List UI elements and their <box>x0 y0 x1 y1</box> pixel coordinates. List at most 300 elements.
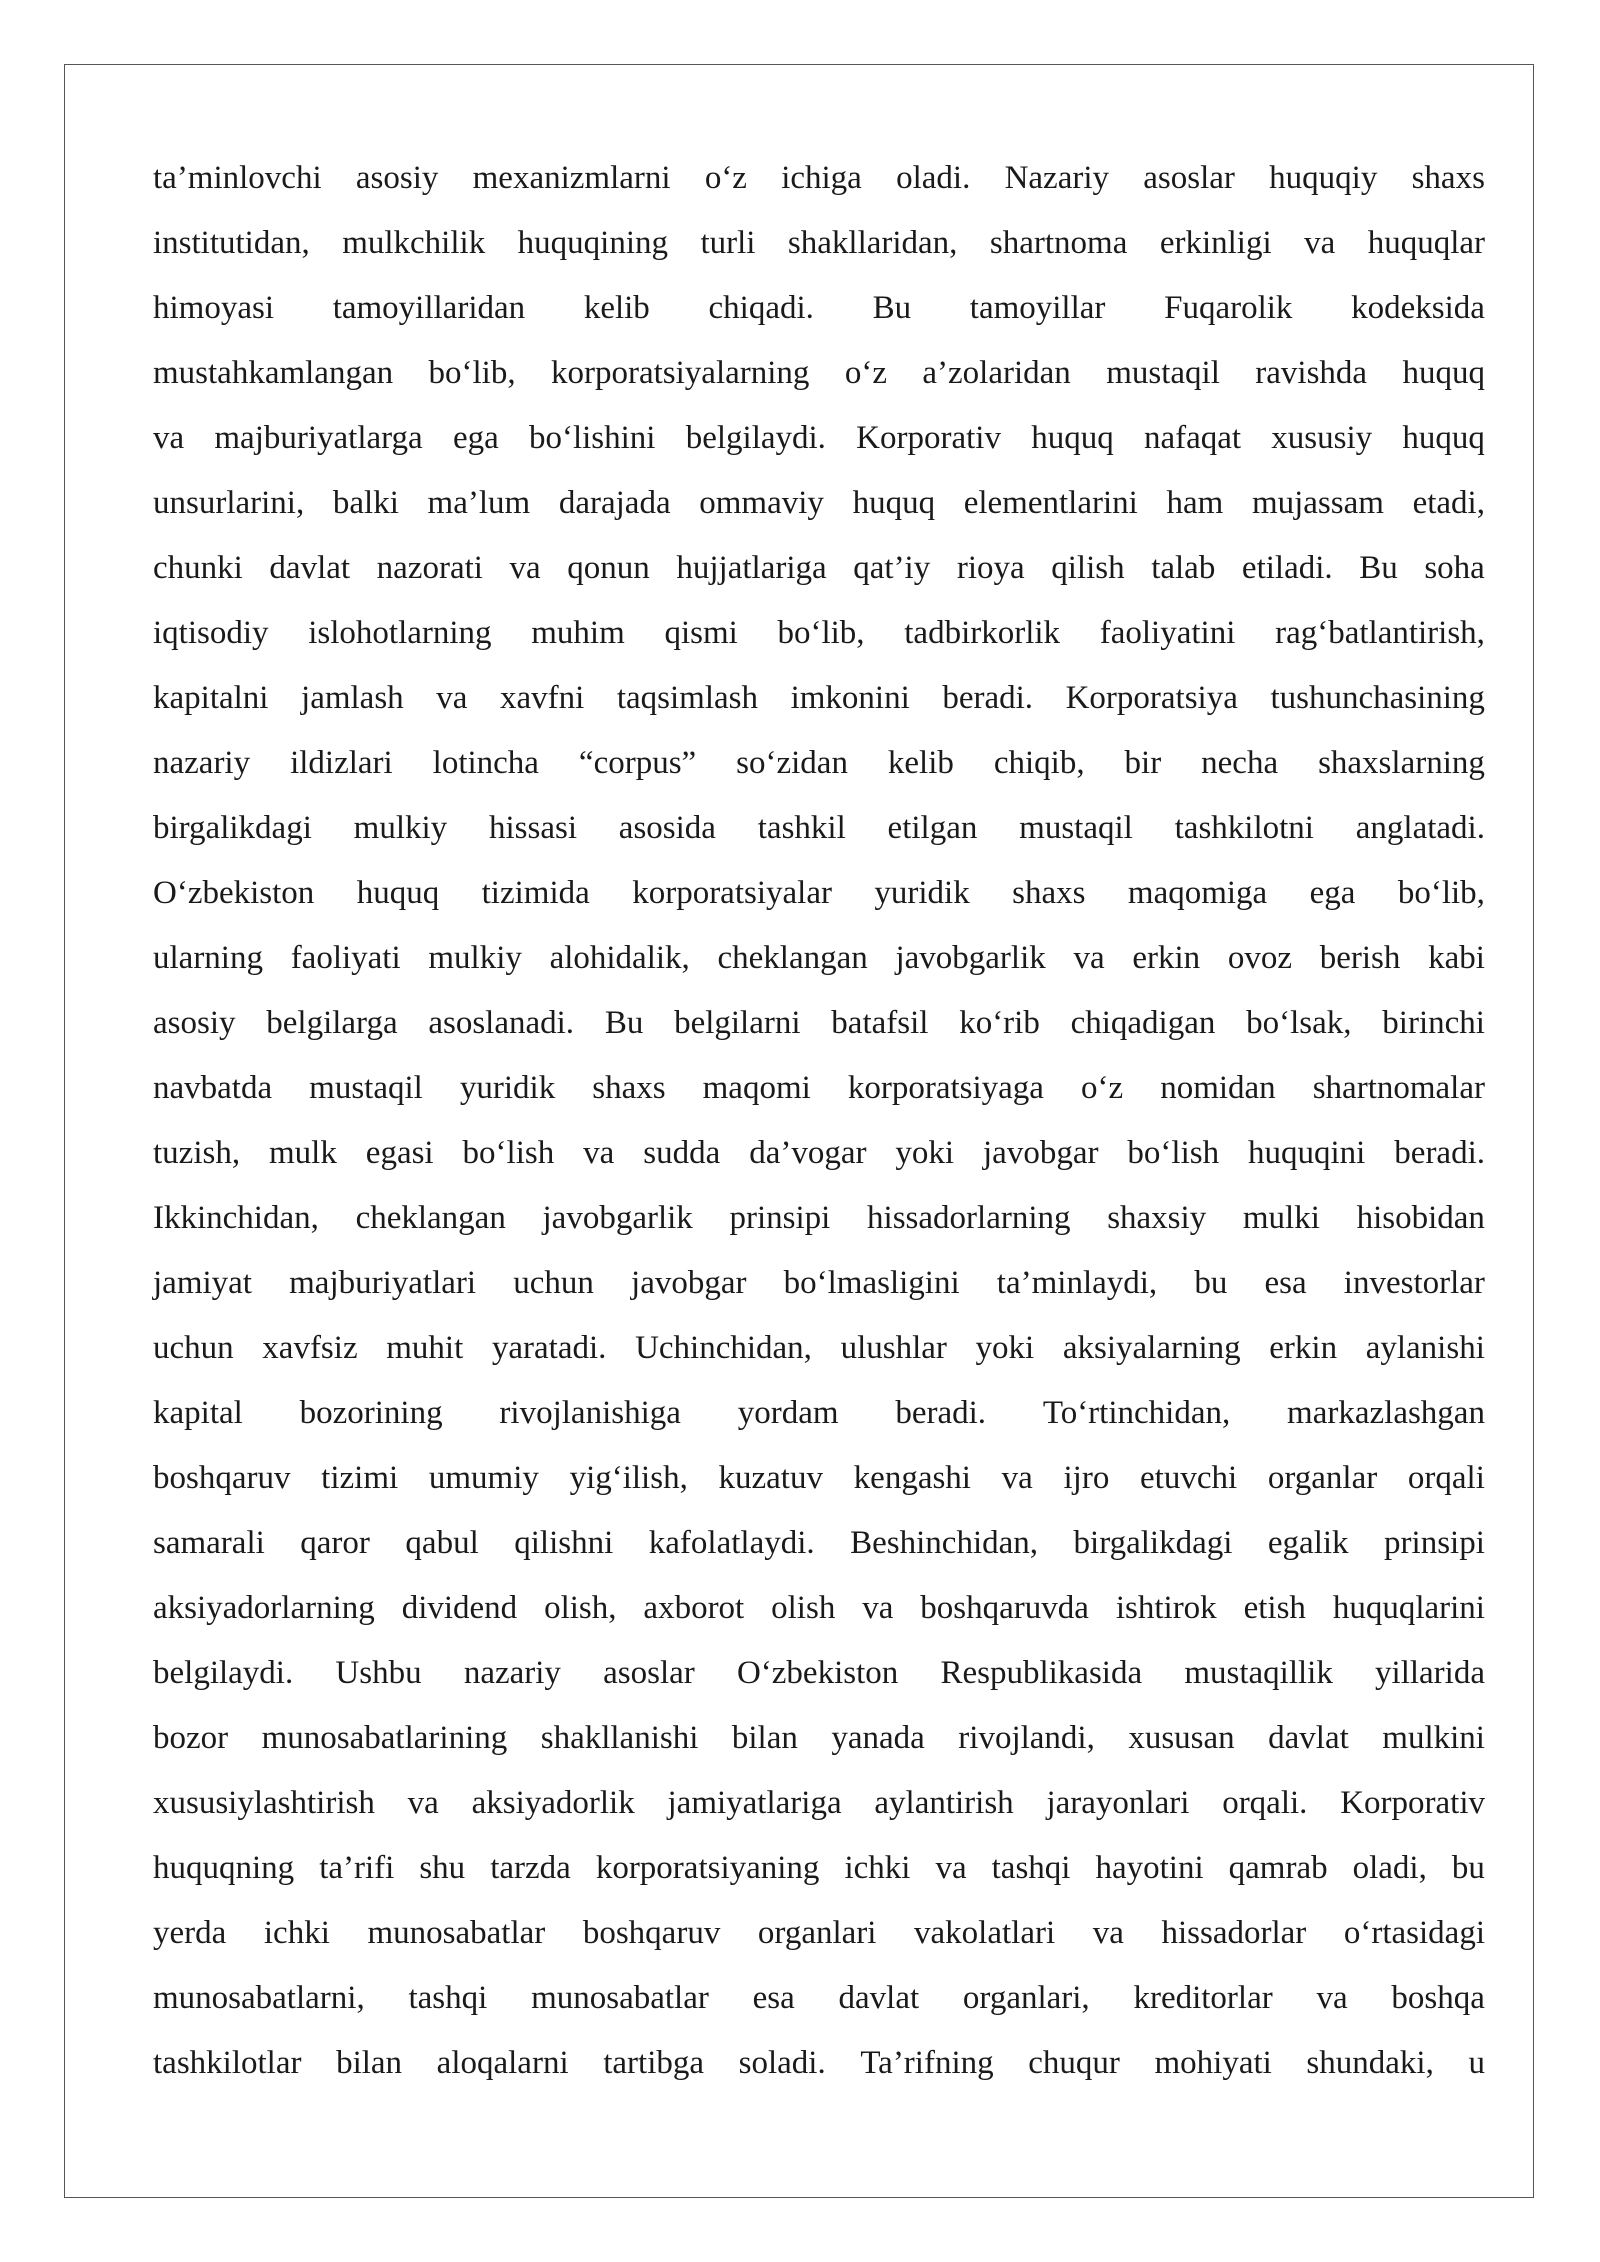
word: egasi <box>365 1135 434 1171</box>
word: Nazariy <box>1004 160 1110 196</box>
word: nazorati <box>376 550 483 586</box>
word: ta’rifi <box>319 1850 395 1886</box>
word: o‘z <box>844 355 887 391</box>
word: davlat <box>838 1980 920 2016</box>
word: samarali <box>153 1525 265 1561</box>
word: ildizlari <box>290 745 393 781</box>
word: oladi, <box>1352 1850 1427 1886</box>
text-line-words <box>153 276 1485 341</box>
word: etiladi. <box>1241 550 1333 586</box>
word: berish <box>1319 940 1401 976</box>
text-line <box>153 1186 1485 1251</box>
word: munosabatlarining <box>261 1720 508 1756</box>
word: dividend <box>401 1590 518 1626</box>
word: bo‘lsak, <box>1246 1005 1352 1041</box>
word: qat’iy <box>853 550 931 586</box>
word: investorlar <box>1343 1265 1485 1301</box>
text-line-words <box>153 1316 1485 1381</box>
word: shaxs <box>592 1070 666 1106</box>
word: bo‘lish <box>1127 1135 1220 1171</box>
word: mulkchilik <box>342 225 486 261</box>
word: bo‘lib, <box>1397 875 1485 911</box>
word: imkonini <box>790 680 910 716</box>
text-line <box>153 1901 1485 1966</box>
word: hissasi <box>488 810 577 846</box>
word: ovoz <box>1227 940 1292 976</box>
word: ichki <box>263 1915 330 1951</box>
word: etadi, <box>1412 485 1485 521</box>
word: kapital <box>153 1395 243 1431</box>
word: korporatsiyaning <box>595 1850 820 1886</box>
text-line-words <box>153 146 1485 211</box>
word: prinsipi <box>729 1200 831 1236</box>
text-line-words <box>153 341 1485 406</box>
text-line <box>153 406 1485 471</box>
word: qaror <box>300 1525 370 1561</box>
word: javobgarlik <box>542 1200 693 1236</box>
word: tartibga <box>603 2045 705 2081</box>
text-line-words <box>153 1771 1485 1836</box>
word: yerda <box>153 1915 227 1951</box>
word: so‘zidan <box>736 745 848 781</box>
word: orqali. <box>1222 1785 1308 1821</box>
word: jarayonlari <box>1046 1785 1190 1821</box>
word: rioya <box>956 550 1025 586</box>
word: prinsipi <box>1384 1525 1485 1561</box>
word: umumiy <box>428 1460 539 1496</box>
word: bo‘lmasligini <box>783 1265 960 1301</box>
text-line <box>153 991 1485 1056</box>
word: ijro <box>1063 1460 1110 1496</box>
word: faoliyati <box>290 940 401 976</box>
word: batafsil <box>831 1005 929 1041</box>
text-line-words <box>153 1056 1485 1121</box>
text-line <box>153 1511 1485 1576</box>
word: birgalikdagi <box>1073 1525 1233 1561</box>
word: huquq <box>852 485 936 521</box>
word: bu <box>1194 1265 1228 1301</box>
word: shaxsiy <box>1107 1200 1207 1236</box>
word: jamiyatlariga <box>667 1785 842 1821</box>
word: oladi. <box>896 160 971 196</box>
word: bo‘lishini <box>528 420 656 456</box>
word: bozor <box>153 1720 229 1756</box>
word: Ta’rifning <box>860 2045 994 2081</box>
word: beradi. <box>942 680 1034 716</box>
word: u <box>1468 2045 1485 2081</box>
word: davlat <box>269 550 351 586</box>
word: Respublikasida <box>940 1655 1143 1691</box>
word: turli <box>700 225 756 261</box>
word: va <box>1304 225 1336 261</box>
text-line-words <box>153 1381 1485 1446</box>
word: markazlashgan <box>1287 1395 1485 1431</box>
word: huquqiy <box>1269 160 1378 196</box>
word: a’zolaridan <box>922 355 1071 391</box>
word: tashkilotlar <box>153 2045 302 2081</box>
word: Bu <box>604 1005 644 1041</box>
text-line <box>153 1836 1485 1901</box>
word: chunki <box>153 550 243 586</box>
word: munosabatlarni, <box>153 1980 365 2016</box>
word: mujassam <box>1251 485 1384 521</box>
word: ularning <box>153 940 263 976</box>
word: anglatadi. <box>1355 810 1485 846</box>
word: bo‘lib, <box>777 615 865 651</box>
word: chiqadi. <box>708 290 814 326</box>
word: mulki <box>1242 1200 1320 1236</box>
word: boshqaruv <box>153 1460 291 1496</box>
word: elementlarini <box>963 485 1138 521</box>
word: qismi <box>664 615 738 651</box>
text-line <box>153 796 1485 861</box>
word: va <box>1073 940 1105 976</box>
word: talab <box>1151 550 1216 586</box>
word: yordam <box>737 1395 839 1431</box>
text-line-words <box>153 1836 1485 1901</box>
text-line-words <box>153 1251 1485 1316</box>
text-line <box>153 601 1485 666</box>
word: shaxs <box>1012 875 1086 911</box>
word: mexanizmlarni <box>472 160 671 196</box>
word: taqsimlash <box>616 680 758 716</box>
word: nazariy <box>153 745 251 781</box>
word: tarzda <box>490 1850 571 1886</box>
word: olish <box>771 1590 836 1626</box>
word: qonun <box>567 550 650 586</box>
word: Fuqarolik <box>1164 290 1293 326</box>
word: rivojlandi, <box>958 1720 1095 1756</box>
word: qabul <box>405 1525 479 1561</box>
word: uchun <box>513 1265 594 1301</box>
word: bo‘lish <box>462 1135 555 1171</box>
text-line <box>153 471 1485 536</box>
text-line-words <box>153 1901 1485 1966</box>
word: ham <box>1166 485 1224 521</box>
word: institutidan, <box>153 225 310 261</box>
word: bir <box>1124 745 1162 781</box>
word: xususiylashtirish <box>153 1785 375 1821</box>
text-line <box>153 1641 1485 1706</box>
text-line-words <box>153 926 1485 991</box>
word: va <box>407 1785 439 1821</box>
word: shundaki, <box>1306 2045 1434 2081</box>
text-line-words <box>153 536 1485 601</box>
text-line <box>153 341 1485 406</box>
word: ega <box>452 420 499 456</box>
word: va <box>1092 1915 1124 1951</box>
word: boshqaruv <box>582 1915 721 1951</box>
word: yuridik <box>874 875 970 911</box>
word: korporatsiyaga <box>847 1070 1044 1106</box>
word: tamoyillar <box>969 290 1106 326</box>
text-line-words <box>153 471 1485 536</box>
word: tashkil <box>757 810 846 846</box>
word: belgilarni <box>674 1005 801 1041</box>
word: yaratadi. <box>491 1330 607 1366</box>
word: Bu <box>1359 550 1398 586</box>
word: hissadorlarning <box>867 1200 1071 1236</box>
word: xususiy <box>1271 420 1373 456</box>
word: bu <box>1451 1850 1485 1886</box>
word: cheklangan <box>355 1200 506 1236</box>
word: asosida <box>618 810 716 846</box>
word: hujjatlariga <box>676 550 827 586</box>
word: yoki <box>975 1330 1035 1366</box>
word: aksiyadorlarning <box>153 1590 375 1626</box>
word: bilan <box>336 2045 403 2081</box>
word: huquq <box>1402 420 1485 456</box>
word: va <box>583 1135 615 1171</box>
word: bo‘lib, <box>428 355 516 391</box>
text-line <box>153 146 1485 211</box>
word: “corpus” <box>578 745 697 781</box>
word: tashqi <box>408 1980 488 2016</box>
word: belgilaydi. <box>153 1655 294 1691</box>
word: kafolatlaydi. <box>648 1525 815 1561</box>
word: mustaqillik <box>1184 1655 1333 1691</box>
word: organlar <box>1267 1460 1378 1496</box>
word: huquq <box>1402 355 1485 391</box>
word: rivojlanishiga <box>499 1395 681 1431</box>
word: Uchinchidan, <box>635 1330 812 1366</box>
word: mustaqil <box>1019 810 1133 846</box>
word: korporatsiyalar <box>632 875 832 911</box>
word: balki <box>332 485 399 521</box>
word: belgilarga <box>266 1005 398 1041</box>
text-line-words <box>153 1966 1485 2031</box>
word: yig‘ilish, <box>569 1460 688 1496</box>
text-line <box>153 1706 1485 1771</box>
word: boshqaruvda <box>920 1590 1089 1626</box>
word: organlari, <box>962 1980 1090 2016</box>
word: tizimi <box>321 1460 399 1496</box>
word: hissadorlar <box>1161 1915 1307 1951</box>
word: ko‘rib <box>959 1005 1040 1041</box>
word: Korporativ <box>1340 1785 1485 1821</box>
word: bilan <box>731 1720 798 1756</box>
word: esa <box>1264 1265 1307 1301</box>
text-line-words <box>153 991 1485 1056</box>
word: organlari <box>757 1915 877 1951</box>
text-line <box>153 666 1485 731</box>
word: tashqi <box>991 1850 1071 1886</box>
word: aksiyadorlik <box>471 1785 635 1821</box>
word: mustaqil <box>309 1070 423 1106</box>
word: ta’minlaydi, <box>996 1265 1158 1301</box>
word: o‘rtasidagi <box>1343 1915 1485 1951</box>
word: erkin <box>1132 940 1201 976</box>
word: iqtisodiy <box>153 615 269 651</box>
word: hayotini <box>1095 1850 1204 1886</box>
word: davlat <box>1268 1720 1349 1756</box>
word: va <box>935 1850 967 1886</box>
word: Bu <box>872 290 912 326</box>
word: boshqa <box>1391 1980 1485 2016</box>
word: etuvchi <box>1140 1460 1238 1496</box>
word: kelib <box>583 290 650 326</box>
word: tushunchasining <box>1270 680 1485 716</box>
word: To‘rtinchidan, <box>1042 1395 1231 1431</box>
word: ravishda <box>1255 355 1368 391</box>
word: huquqini <box>1248 1135 1366 1171</box>
word: kengashi <box>853 1460 971 1496</box>
word: shakllanishi <box>540 1720 699 1756</box>
word: kuzatuv <box>718 1460 823 1496</box>
word: birgalikdagi <box>153 810 312 846</box>
word: aylanishi <box>1365 1330 1485 1366</box>
word: O‘zbekiston <box>736 1655 899 1691</box>
word: va <box>1001 1460 1033 1496</box>
word: majburiyatlarga <box>214 420 423 456</box>
text-line-words <box>153 1186 1485 1251</box>
word: ommaviy <box>699 485 824 521</box>
word: shakllaridan, <box>787 225 958 261</box>
word: yuridik <box>459 1070 556 1106</box>
text-line-words <box>153 1511 1485 1576</box>
word: soha <box>1424 550 1485 586</box>
word: kreditorlar <box>1133 1980 1273 2016</box>
body-text <box>153 146 1485 2096</box>
text-line <box>153 2031 1485 2096</box>
word: shartnomalar <box>1312 1070 1485 1106</box>
word: beradi. <box>1394 1135 1485 1171</box>
word: bozorining <box>299 1395 443 1431</box>
word: beradi. <box>895 1395 987 1431</box>
word: unsurlarini, <box>153 485 305 521</box>
word: chiqib, <box>993 745 1085 781</box>
text-line-words <box>153 1446 1485 1511</box>
word: jamiyat <box>153 1265 252 1301</box>
word: munosabatlar <box>531 1980 709 2016</box>
word: qilishni <box>514 1525 614 1561</box>
word: aloqalarni <box>436 2045 569 2081</box>
word: asosiy <box>153 1005 236 1041</box>
word: necha <box>1201 745 1279 781</box>
word: va <box>509 550 541 586</box>
text-line <box>153 861 1485 926</box>
word: ishtirok <box>1115 1590 1217 1626</box>
word: korporatsiyalarning <box>551 355 810 391</box>
word: munosabatlar <box>367 1915 546 1951</box>
word: darajada <box>558 485 671 521</box>
text-line <box>153 1966 1485 2031</box>
word: kapitalni <box>153 680 269 716</box>
text-line-words <box>153 1641 1485 1706</box>
text-line <box>153 211 1485 276</box>
word: tadbirkorlik <box>904 615 1061 651</box>
text-line <box>153 1316 1485 1381</box>
word: qamrab <box>1228 1850 1328 1886</box>
text-line-words <box>153 406 1485 471</box>
word: shu <box>419 1850 466 1886</box>
word: uchun <box>153 1330 234 1366</box>
text-line-words <box>153 666 1485 731</box>
word: olish, <box>544 1590 617 1626</box>
word: kabi <box>1428 940 1485 976</box>
word: lotincha <box>432 745 539 781</box>
word: O‘zbekiston <box>153 875 315 911</box>
text-line-words <box>153 1576 1485 1641</box>
word: sudda <box>643 1135 721 1171</box>
word: aksiyalarning <box>1062 1330 1241 1366</box>
word: rag‘batlantirish, <box>1275 615 1485 651</box>
word: tamoyillaridan <box>332 290 526 326</box>
word: tizimida <box>481 875 590 911</box>
word: tuzish, <box>153 1135 241 1171</box>
word: maqomiga <box>1127 875 1268 911</box>
text-line-words <box>153 2031 1485 2096</box>
word: maqomi <box>702 1070 811 1106</box>
word: javobgar <box>983 1135 1099 1171</box>
word: asoslar <box>1143 160 1235 196</box>
word: shartnoma <box>989 225 1128 261</box>
text-line <box>153 276 1485 341</box>
word: orqali <box>1407 1460 1485 1496</box>
word: huquqlar <box>1367 225 1485 261</box>
word: kelib <box>887 745 954 781</box>
word: muhim <box>531 615 625 651</box>
word: ichiga <box>781 160 862 196</box>
word: navbatda <box>153 1070 273 1106</box>
word: huquqlarini <box>1332 1590 1485 1626</box>
word: chuqur <box>1028 2045 1120 2081</box>
word: va <box>153 420 185 456</box>
word: faoliyatini <box>1099 615 1236 651</box>
word: ichki <box>844 1850 911 1886</box>
word: muhit <box>386 1330 464 1366</box>
word: yanada <box>831 1720 925 1756</box>
word: o‘z <box>1081 1070 1124 1106</box>
word: xususan <box>1128 1720 1235 1756</box>
text-line-words <box>153 861 1485 926</box>
word: asosiy <box>355 160 439 196</box>
word: axborot <box>643 1590 745 1626</box>
word: tashkilotni <box>1174 810 1314 846</box>
word: mohiyati <box>1154 2045 1272 2081</box>
word: cheklangan <box>717 940 868 976</box>
word: erkinligi <box>1159 225 1272 261</box>
word: mustaqil <box>1106 355 1220 391</box>
word: mulkiy <box>428 940 522 976</box>
word: va <box>436 680 468 716</box>
text-line-words <box>153 1706 1485 1771</box>
text-line <box>153 1446 1485 1511</box>
text-line <box>153 1576 1485 1641</box>
word: Korporatsiya <box>1065 680 1238 716</box>
word: birinchi <box>1382 1005 1485 1041</box>
text-line <box>153 536 1485 601</box>
text-line-words <box>153 731 1485 796</box>
word: mulk <box>269 1135 337 1171</box>
word: asoslar <box>603 1655 695 1691</box>
word: ta’minlovchi <box>153 160 322 196</box>
word: ulushlar <box>840 1330 947 1366</box>
word: majburiyatlari <box>289 1265 477 1301</box>
text-line <box>153 1121 1485 1186</box>
word: nafaqat <box>1143 420 1242 456</box>
word: aylantirish <box>874 1785 1014 1821</box>
text-line-words <box>153 1121 1485 1186</box>
word: mulkini <box>1382 1720 1485 1756</box>
text-line-words <box>153 211 1485 276</box>
word: kodeksida <box>1351 290 1485 326</box>
text-line-words <box>153 796 1485 861</box>
word: jamlash <box>301 680 404 716</box>
word: mustahkamlangan <box>153 355 394 391</box>
word: shaxs <box>1411 160 1485 196</box>
word: asoslanadi. <box>428 1005 575 1041</box>
